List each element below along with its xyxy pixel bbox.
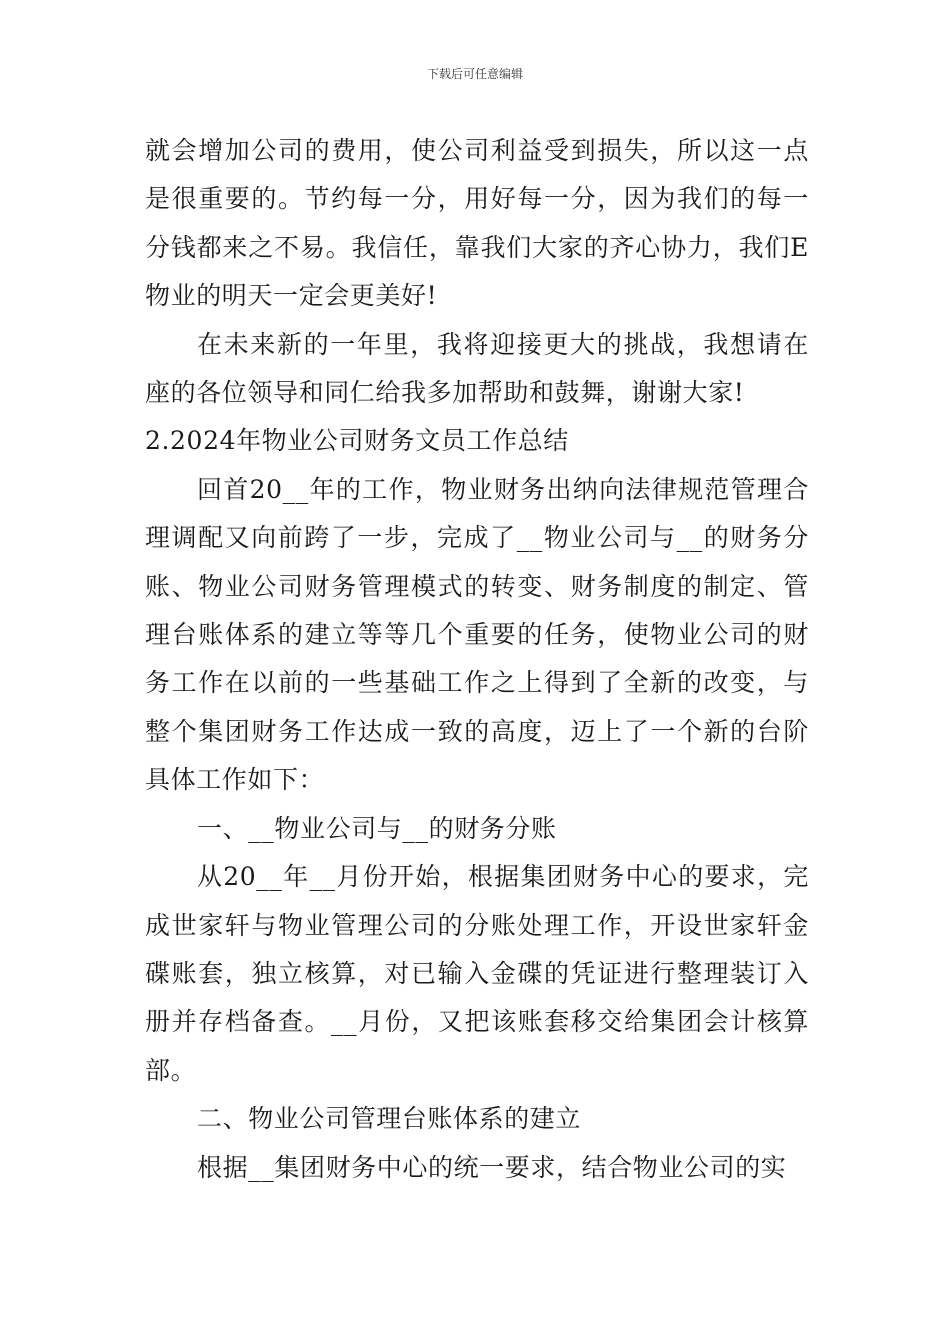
document-body bbox=[145, 127, 809, 1192]
page-header bbox=[0, 66, 950, 82]
header-watermark-text: 下载后可任意编辑 bbox=[426, 67, 523, 81]
section-title: 2.2024年物业公司财务文员工作总结 bbox=[145, 426, 569, 456]
paragraph-ledger-system: 根据__集团财务中心的统一要求，结合物业公司的实 bbox=[197, 1152, 787, 1182]
paragraph-savings-conclusion: 就会增加公司的费用，使公司利益受到损失，所以这一点是很重要的。节约每一分，用好每一分，因为我们的每一分钱都来之不易。我信任，靠我们大家的齐心协力，我们E物业的明天一定会更美好! bbox=[145, 136, 809, 311]
paragraph-account-split: 从20__年__月份开始，根据集团财务中心的要求，完成世家轩与物业管理公司的分账处理工作，开设世家轩金碟账套，独立核算，对已输入金碟的凭证进行整理装订入册并存档备查。__月份，又把该账套移交给集团会计核算部。 bbox=[145, 862, 809, 1085]
paragraph-closing-thanks: 在未来新的一年里，我将迎接更大的挑战，我想请在座的各位领导和同仁给我多加帮助和鼓舞，谢谢大家! bbox=[145, 329, 809, 408]
paragraph-year-review: 回首20__年的工作，物业财务出纳向法律规范管理合理调配又向前跨了一步，完成了__物业公司与__的财务分账、物业公司财务管理模式的转变、财务制度的制定、管理台账体系的建立等等几个重要的任务，使物业公司的财务工作在以前的一些基础工作之上得到了全新的改变，与整个集团财务工作达成一致的高度，迈上了一个新的台阶具体工作如下： bbox=[145, 474, 809, 795]
subheading-account-split: 一、__物业公司与__的财务分账 bbox=[197, 813, 557, 843]
subheading-ledger-system: 二、物业公司管理台账体系的建立 bbox=[197, 1104, 582, 1134]
